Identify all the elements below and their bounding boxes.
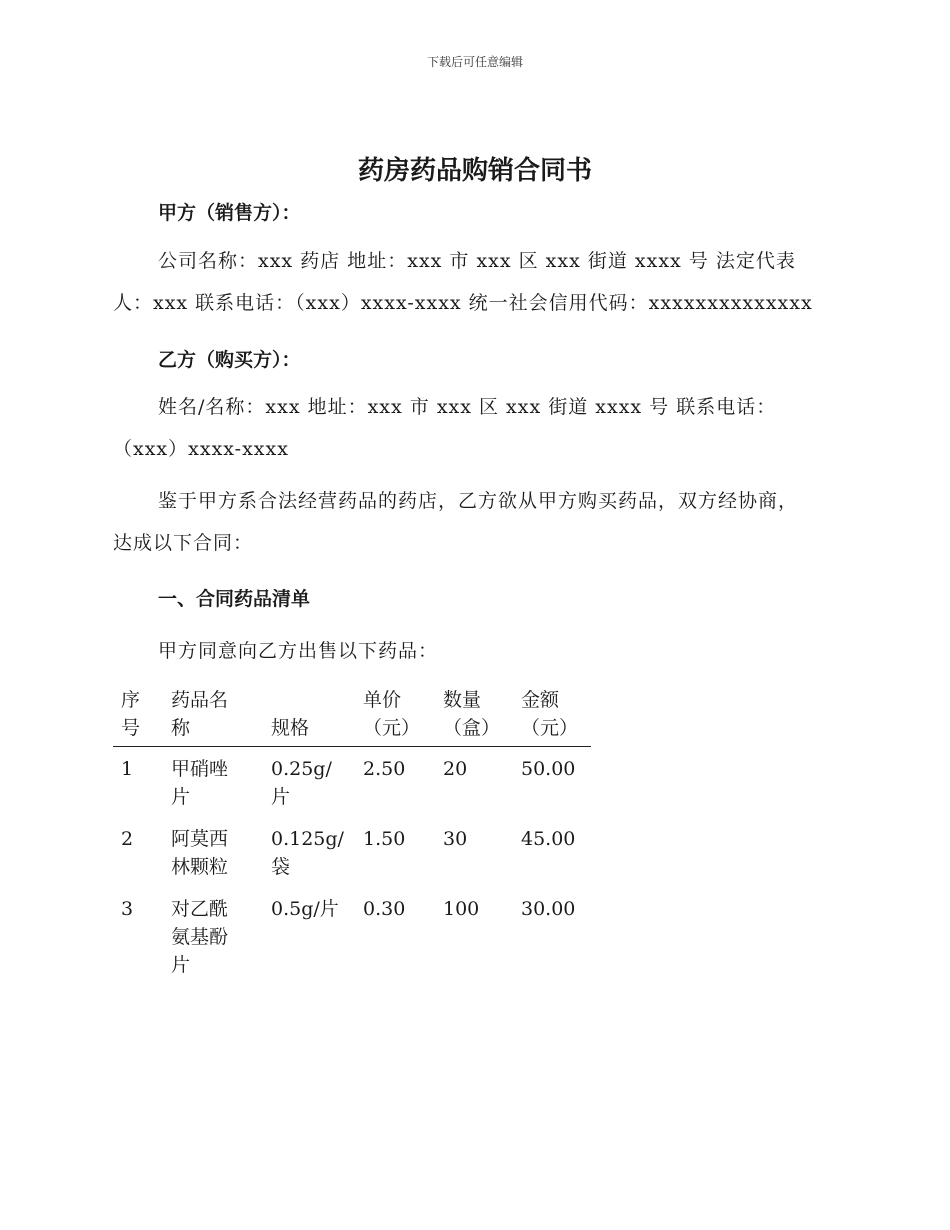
section-1-heading: 一、合同药品清单 — [158, 588, 311, 610]
header-no: 序号 — [121, 689, 141, 739]
medicine-list-table — [113, 686, 591, 985]
preamble-paragraph: 鉴于甲方系合法经营药品的药店，乙方欲从甲方购买药品，双方经协商，达成以下合同： — [113, 490, 799, 554]
row-3-amount: 30.00 — [521, 898, 576, 920]
header-note: 下载后可任意编辑 — [426, 55, 523, 69]
row-1-amount: 50.00 — [521, 758, 576, 780]
row-3-name: 对乙酰氨基酚片 — [171, 898, 229, 976]
table-row — [113, 747, 591, 818]
party-a-info: 公司名称：xxx 药店 地址：xxx 市 xxx 区 xxx 街道 xxxx 号 法定代表人：xxx 联系电话：（xxx）xxxx-xxxx 统一社会信用代码：xxxxxxxxxxxxxx — [113, 250, 813, 314]
row-1-qty: 20 — [443, 758, 468, 780]
table-row — [113, 817, 591, 887]
header-qty: 数量（盒） — [443, 689, 501, 739]
row-2-amount: 45.00 — [521, 828, 576, 850]
row-2-no: 2 — [121, 828, 134, 850]
row-1-price: 2.50 — [363, 758, 406, 780]
table-row — [113, 887, 591, 985]
row-1-name: 甲硝唑片 — [171, 758, 229, 808]
row-2-price: 1.50 — [363, 828, 406, 850]
party-a-heading: 甲方（销售方）： — [158, 202, 301, 224]
header-spec: 规格 — [271, 717, 310, 739]
row-3-qty: 100 — [443, 898, 480, 920]
party-b-info: 姓名/名称：xxx 地址：xxx 市 xxx 区 xxx 街道 xxxx 号 联系电话：（xxx）xxxx-xxxx — [113, 396, 777, 460]
row-2-spec: 0.125g/袋 — [271, 828, 344, 878]
document-title: 药房药品购销合同书 — [357, 156, 592, 186]
row-1-no: 1 — [121, 758, 134, 780]
row-3-no: 3 — [121, 898, 134, 920]
header-amount: 金额（元） — [521, 689, 579, 739]
row-3-price: 0.30 — [363, 898, 406, 920]
row-2-qty: 30 — [443, 828, 468, 850]
table-header-row — [113, 686, 591, 747]
party-b-heading: 乙方（购买方）： — [158, 349, 301, 371]
header-name: 药品名称 — [171, 689, 229, 739]
row-2-name: 阿莫西林颗粒 — [171, 828, 229, 878]
section-1-intro: 甲方同意向乙方出售以下药品： — [158, 640, 439, 662]
header-price: 单价（元） — [363, 689, 421, 739]
row-1-spec: 0.25g/片 — [271, 758, 332, 808]
row-3-spec: 0.5g/片 — [271, 898, 339, 920]
